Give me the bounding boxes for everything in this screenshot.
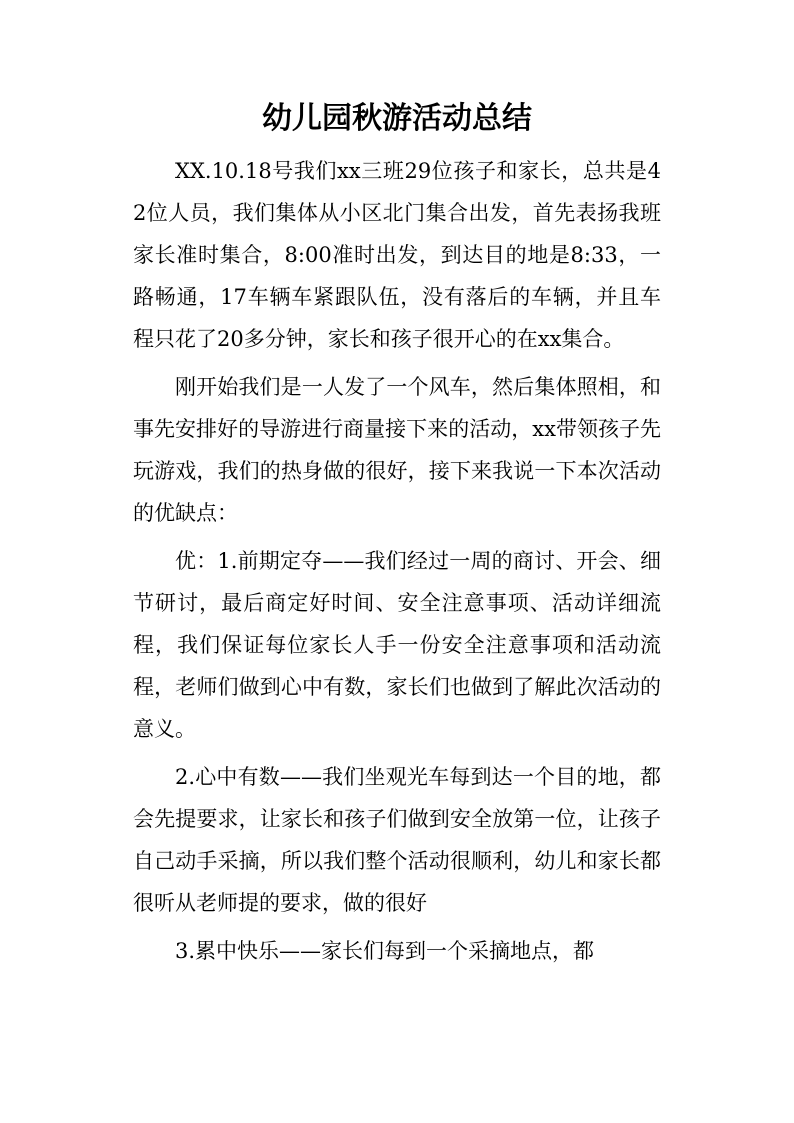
paragraph-4: 2.心中有数——我们坐观光车每到达一个目的地，都会先提要求，让家长和孩子们做到安全放第一位，让孩子自己动手采摘，所以我们整个活动很顺利，幼儿和家长都很听从老师提的要求，做的很好 — [133, 765, 661, 915]
paragraph-1: XX.10.18号我们xx三班29位孩子和家长，总共是42位人员，我们集体从小区北门集合出发，首先表扬我班家长准时集合，8:00准时出发，到达目的地是8:33，一路畅通，17车辆车紧跟队伍，没有落后的车辆，并且车程只花了20多分钟，家长和孩子很开心的在xx集合。 — [133, 159, 661, 351]
document-body — [133, 150, 661, 978]
paragraph-3: 优：1.前期定夺——我们经过一周的商讨、开会、细节研讨，最后商定好时间、安全注意事项、活动详细流程，我们保证每位家长人手一份安全注意事项和活动流程，老师们做到心中有数，家长们也做到了解此次活动的意义。 — [133, 549, 661, 741]
paragraph-5: 3.累中快乐——家长们每到一个采摘地点，都 — [175, 939, 595, 963]
paragraph-2: 刚开始我们是一人发了一个风车，然后集体照相，和事先安排好的导游进行商量接下来的活动，xx带领孩子先玩游戏，我们的热身做的很好，接下来我说一下本次活动的优缺点： — [133, 375, 661, 525]
document-title: 幼儿园秋游活动总结 — [262, 101, 532, 136]
